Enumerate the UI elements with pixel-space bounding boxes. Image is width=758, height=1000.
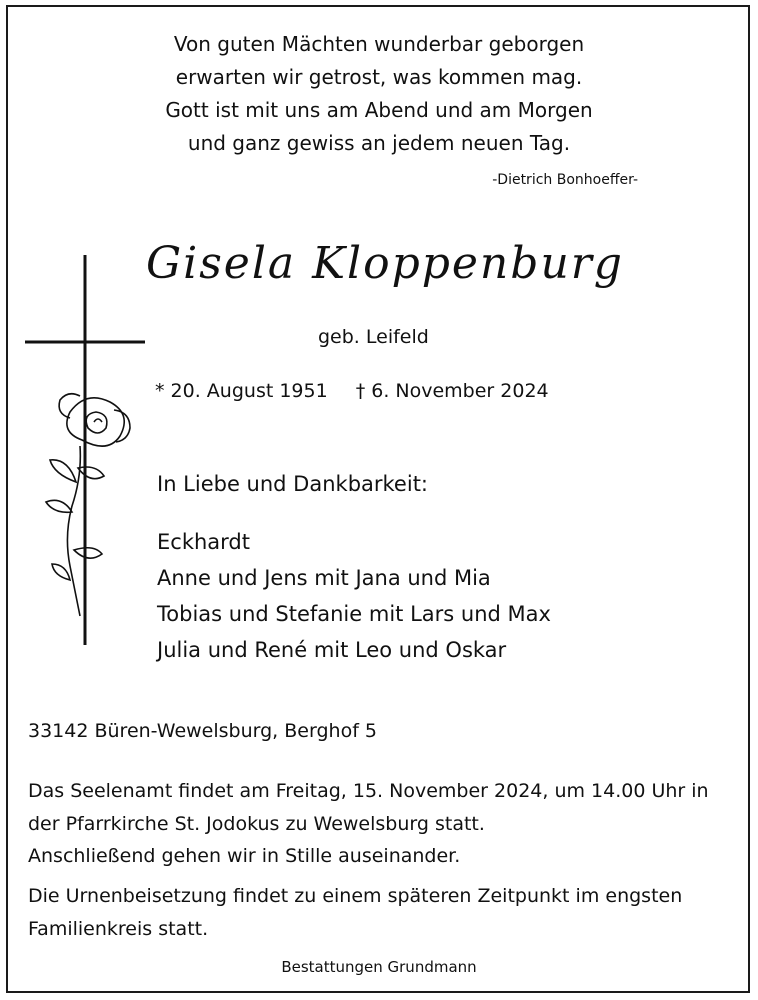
poem-line: Gott ist mit uns am Abend und am Morgen (165, 98, 593, 122)
farewell-notice: Anschließend gehen wir in Stille auseinander. (28, 845, 461, 867)
poem-line: Von guten Mächten wunderbar geborgen (173, 32, 585, 56)
poem-line: und ganz gewiss an jedem neuen Tag. (187, 131, 571, 155)
poem (0, 28, 758, 160)
rose-icon (46, 394, 130, 616)
poem-author: -Dietrich Bonhoeffer- (492, 172, 638, 188)
mourner-line: Anne und Jens mit Jana und Mia (157, 566, 491, 590)
birth-date: * 20. August 1951 (155, 380, 328, 402)
poem-line: erwarten wir getrost, was kommen mag. (175, 65, 583, 89)
death-date: † 6. November 2024 (355, 380, 549, 402)
deceased-name: Gisela Kloppenburg (146, 238, 624, 289)
mourner-line: Eckhardt (157, 530, 250, 554)
address: 33142 Büren-Wewelsburg, Berghof 5 (28, 720, 378, 742)
mourners-heading: In Liebe und Dankbarkeit: (157, 472, 429, 496)
service-notice: Das Seelenamt findet am Freitag, 15. November 2024, um 14.00 Uhr in der Pfarrkirche St. Jodokus zu Wewelsburg statt. (28, 780, 709, 835)
mourner-line: Tobias und Stefanie mit Lars und Max (157, 602, 551, 626)
urn-notice: Die Urnenbeisetzung findet zu einem späteren Zeitpunkt im engsten Familienkreis statt. (28, 885, 683, 940)
life-dates (155, 380, 549, 402)
birth-name: geb. Leifeld (318, 326, 429, 348)
mourners-list (157, 524, 551, 668)
cross-icon (20, 250, 160, 650)
mourner-line: Julia und René mit Leo und Oskar (157, 638, 507, 662)
undertaker: Bestattungen Grundmann (281, 958, 477, 976)
